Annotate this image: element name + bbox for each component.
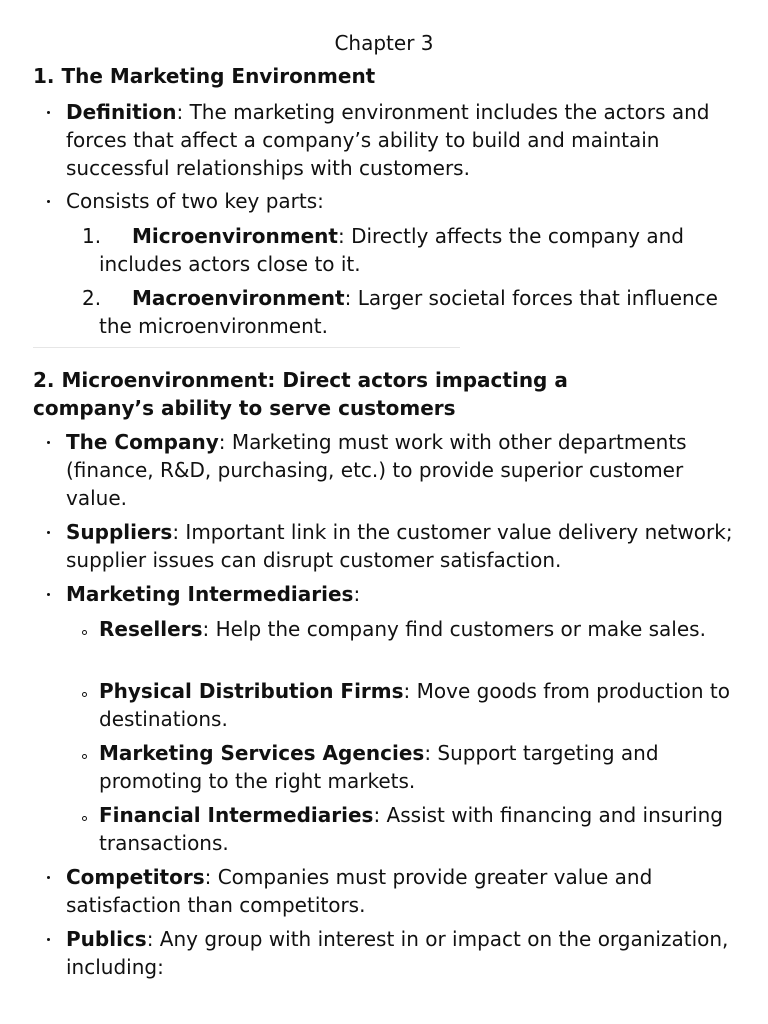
number-label: 2. [82,286,102,310]
circle-bullet-icon [82,816,87,821]
circle-bullet-icon [82,754,87,759]
resellers-text: : Help the company find customers or make sales. [202,617,706,641]
divider [33,347,460,348]
bullet-icon [47,593,50,596]
bullet-icon [47,200,50,203]
sub-item-agencies [99,739,739,795]
term-distribution: Physical Distribution Firms [99,679,404,703]
list-item-intermediaries [66,580,746,608]
consists-text: Consists of two key parts: [66,189,324,213]
term-suppliers: Suppliers [66,520,173,544]
circle-bullet-icon [82,692,87,697]
term-resellers: Resellers [99,617,203,641]
circle-bullet-icon [82,630,87,635]
term-microenvironment: Microenvironment [132,224,338,248]
sub-item-financial [99,801,739,857]
section1-heading: 1. The Marketing Environment [33,64,376,88]
list-item-competitors [66,863,746,919]
section2-heading-line1: 2. Microenvironment: Direct actors impacting a [33,368,568,392]
definition-text: : The marketing environment includes the actors and forces that affect a company’s ability to build and maintain successful relationships with customers. [66,100,710,180]
publics-text: : Any group with interest in or impact on the organization, including: [66,927,729,979]
term-intermediaries: Marketing Intermediaries [66,582,354,606]
term-company: The Company [66,430,219,454]
financial-text: : Assist with financing and insuring transactions. [99,803,723,855]
numbered-item-macroenvironment [82,284,739,340]
suppliers-text: : Important link in the customer value delivery network; supplier issues can disrupt customer satisfaction. [66,520,733,572]
number-label: 1. [82,224,102,248]
company-text: : Marketing must work with other departments (finance, R&D, purchasing, etc.) to provide superior customer value. [66,430,687,510]
bullet-icon [47,441,50,444]
bullet-icon [47,938,50,941]
bullet-icon [47,111,50,114]
term-publics: Publics [66,927,147,951]
term-agencies: Marketing Services Agencies [99,741,425,765]
numbered-item-microenvironment [82,222,739,278]
sub-item-distribution [99,677,739,733]
agencies-text: : Support targeting and promoting to the right markets. [99,741,659,793]
list-item-publics [66,925,746,981]
macroenvironment-text: : Larger societal forces that influence the microenvironment. [99,286,718,338]
sub-item-resellers [99,615,739,643]
intermediaries-text: : [353,582,361,606]
term-competitors: Competitors [66,865,205,889]
term-definition: Definition [66,100,177,124]
chapter-title: Chapter 3 [334,31,434,55]
section2-heading-line2: company’s ability to serve customers [33,396,456,420]
competitors-text: : Companies must provide greater value and satisfaction than competitors. [66,865,653,917]
list-item-suppliers [66,518,746,574]
list-item-definition [66,98,746,182]
bullet-icon [47,531,50,534]
term-macroenvironment: Macroenvironment [132,286,345,310]
term-financial: Financial Intermediaries [99,803,374,827]
list-item-company [66,428,746,512]
microenvironment-text: : Directly affects the company and includes actors close to it. [99,224,684,276]
distribution-text: : Move goods from production to destinations. [99,679,731,731]
bullet-icon [47,876,50,879]
list-item-consists [66,187,746,215]
